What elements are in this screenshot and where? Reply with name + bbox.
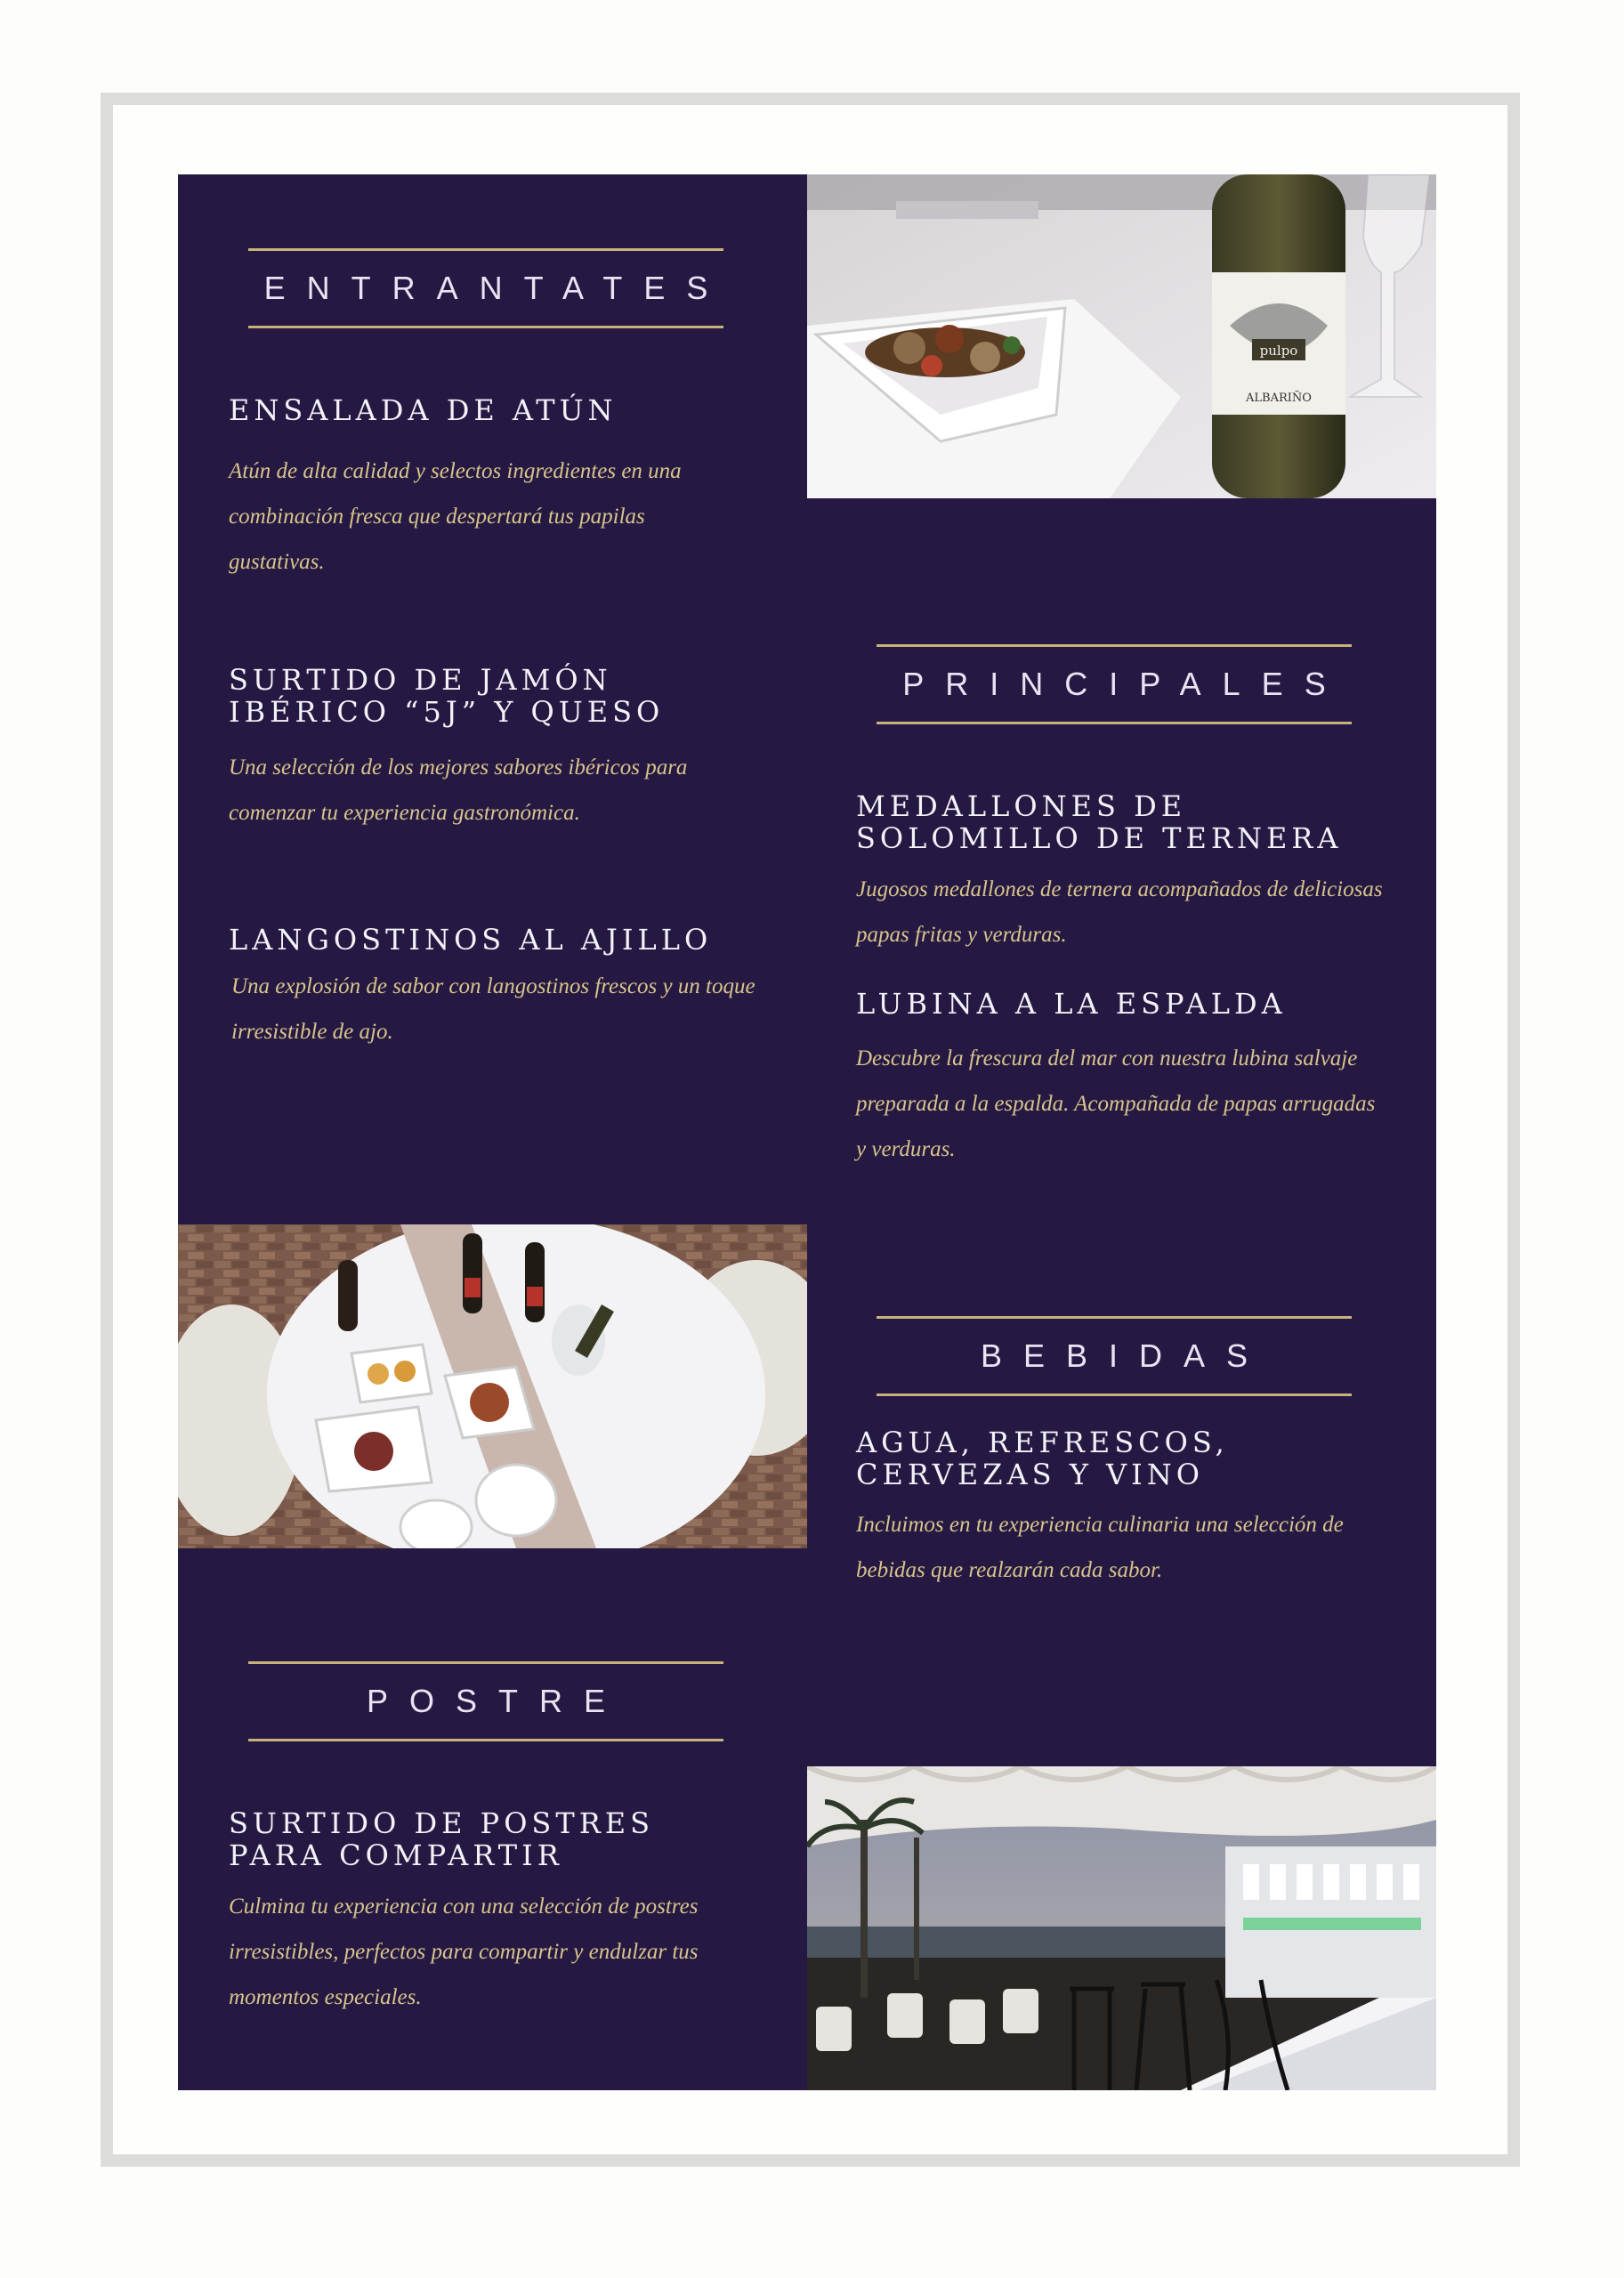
dish-title-langostinos: LANGOSTINOS AL AJILLO <box>229 923 713 957</box>
dish-title-bebidas <box>856 1426 1229 1490</box>
dish-desc-lubina: Descubre la frescura del mar con nuestra lubina salvaje preparada a la espalda. Acompañada de papas arrugadas y verduras. <box>856 1046 1376 1161</box>
section-heading-entrantes: ENTRANTATES <box>248 248 723 328</box>
dish-title-medallones-line1: MEDALLONES DE <box>856 789 1187 823</box>
wine-label-brand: pulpo <box>1259 343 1298 359</box>
dish-title-medallones-line2: SOLOMILLO DE TERNERA <box>856 821 1343 855</box>
dish-title-jamon-line1: SURTIDO DE JAMÓN <box>229 663 612 697</box>
section-heading-principales: PRINCIPALES <box>877 644 1352 724</box>
dish-title-bebidas-line1: AGUA, REFRESCOS, <box>856 1426 1229 1459</box>
dish-title-jamon <box>229 664 664 728</box>
dish-title-jamon-line2: IBÉRICO “5J” Y QUESO <box>229 695 665 729</box>
dish-desc-jamon: Una selección de los mejores sabores ibéricos para comenzar tu experiencia gastronómica. <box>229 755 688 825</box>
photo-clams-and-wine <box>807 174 1436 498</box>
dish-title-postres-line1: SURTIDO DE POSTRES <box>229 1806 655 1840</box>
dish-title-postres-line2: PARA COMPARTIR <box>229 1838 563 1872</box>
dish-desc-postres: Culmina tu experiencia con una selección de postres irresistibles, perfectos para compartir y endulzar tus momentos especiales. <box>229 1894 699 2009</box>
section-heading-postre: POSTRE <box>248 1661 723 1741</box>
dish-title-postres <box>229 1807 654 1871</box>
dish-desc-medallones: Jugosos medallones de ternera acompañados de deliciosas papas fritas y verduras. <box>856 877 1383 947</box>
dish-desc-ensalada: Atún de alta calidad y selectos ingredientes en una combinación fresca que despertará tus papilas gustativas. <box>229 459 682 574</box>
dish-title-ensalada: ENSALADA DE ATÚN <box>229 393 618 427</box>
dish-title-bebidas-line2: CERVEZAS Y VINO <box>856 1458 1204 1491</box>
photo-terrace-bar <box>807 1766 1436 2090</box>
dish-title-medallones <box>856 790 1343 854</box>
section-heading-bebidas: BEBIDAS <box>877 1316 1352 1396</box>
wine-label-variety: ALBARIÑO <box>1246 392 1312 405</box>
dish-desc-bebidas: Incluimos en tu experiencia culinaria una selección de bebidas que realzarán cada sabor. <box>856 1513 1344 1582</box>
dish-desc-langostinos: Una explosión de sabor con langostinos frescos y un toque irresistible de ajo. <box>231 974 755 1044</box>
menu-panel <box>178 174 1436 2090</box>
dish-title-lubina: LUBINA A LA ESPALDA <box>856 987 1287 1021</box>
photo-table-setting <box>178 1224 807 1548</box>
